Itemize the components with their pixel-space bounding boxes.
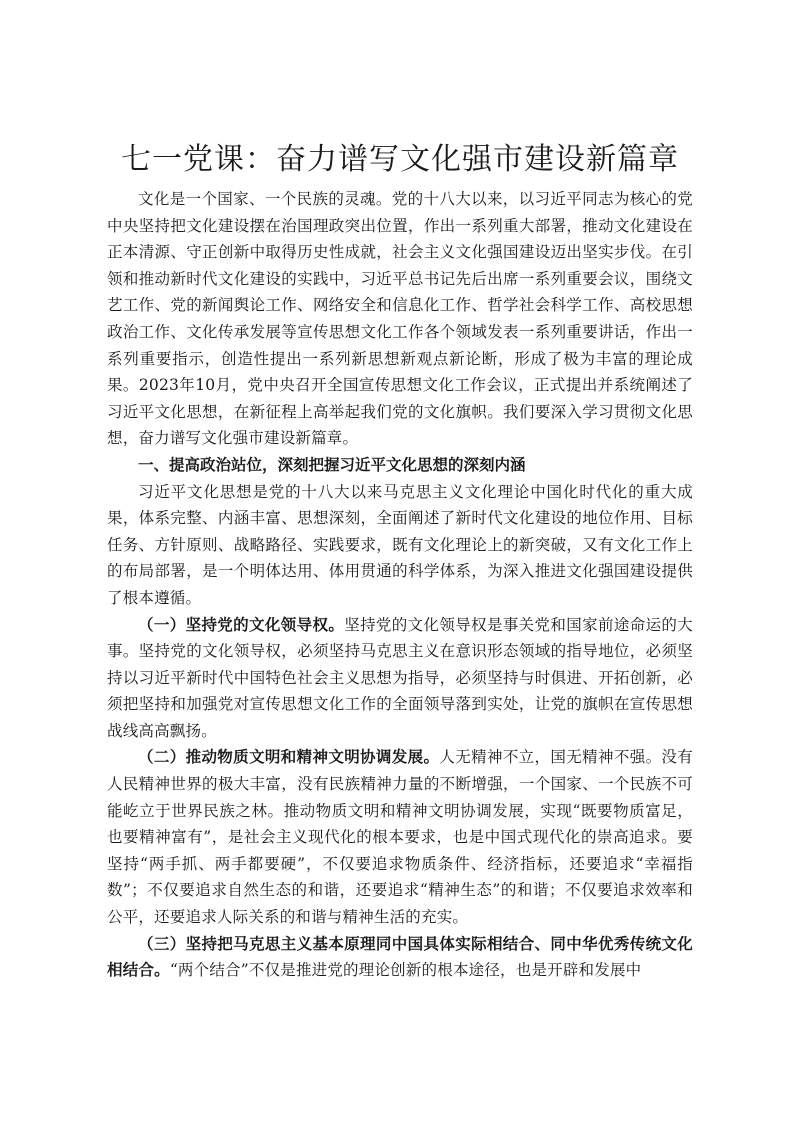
point-text-3: “两个结合”不仅是推进党的理论创新的根本途径，也是开辟和发展中 [169, 961, 642, 980]
intro-paragraph: 文化是一个国家、一个民族的灵魂。党的十八大以来，以习近平同志为核心的党中央坚持把文化建设摆在治国理政突出位置，作出一系列重大部署，推动文化建设在正本清源、守正创新中取得历史性成就，社会主义文化强国建设迈出坚实步伐。在引领和推动新时代文化建设的实践中，习近平总书记先后出席一系列重要会议，围绕文艺工作、党的新闻舆论工作、网络安全和信息化工作、哲学社会科学工作、高校思想政治工作、文化传承发展等宣传思想文化工作各个领域发表一系列重要讲话，作出一系列重要指示，创造性提出一系列新思想新观点新论断，形成了极为丰富的理论成果。2023年10月，党中央召开全国宣传思想文化工作会议，正式提出并系统阐述了习近平文化思想，在新征程上高举起我们党的文化旗帜。我们要深入学习贯彻文化思想，奋力谱写文化强市建设新篇章。 [107, 190, 693, 448]
section-heading-1: 一、提高政治站位，深刻把握习近平文化思想的深刻内涵 [138, 455, 526, 474]
point-text-1: 坚持党的文化领导权是事关党和国家前途命运的大事。坚持党的文化领导权，必须坚持马克思主义在意识形态领域的指导地位，必须坚持以习近平新时代中国特色社会主义思想为指导，必须坚持与时俱进、开拓创新，必须把坚持和加强党对宣传思想文化工作的全面领导落到实处，让党的旗帜在宣传思想战线高高飘扬。 [107, 615, 693, 740]
point-lead-2: （二）推动物质文明和精神文明协调发展。 [138, 748, 440, 767]
point-paragraph-3 [107, 931, 693, 984]
point-lead-3: （三）坚持把马克思主义基本原理同中国具体实际相结合、同中华优秀传统文化相结合。 [107, 934, 693, 980]
document-page [107, 140, 693, 984]
section-body-1: 习近平文化思想是党的十八大以来马克思主义文化理论中国化时代化的重大成果，体系完整、内涵丰富、思想深刻，全面阐述了新时代文化建设的地位作用、目标任务、方针原则、战略路径、实践要求，既有文化理论上的新突破，又有文化工作上的布局部署，是一个明体达用、体用贯通的科学体系，为深入推进文化强国建设提供了根本遵循。 [107, 482, 693, 607]
point-text-2: 人无精神不立，国无精神不强。没有人民精神世界的极大丰富，没有民族精神力量的不断增强，一个国家、一个民族不可能屹立于世界民族之林。推动物质文明和精神文明协调发展，实现“既要物质富足，也要精神富有”，是社会主义现代化的根本要求，也是中国式现代化的崇高追求。要坚持“两手抓、两手都要硬”，不仅要追求物质条件、经济指标，还要追求“幸福指数”；不仅要追求自然生态的和谐，还要追求“精神生态”的和谐；不仅要追求效率和公平，还要追求人际关系的和谐与精神生活的充实。 [107, 748, 693, 927]
point-paragraph-1 [107, 612, 693, 745]
point-paragraph-2 [107, 744, 693, 930]
document-title: 七一党课：奋力谱写文化强市建设新篇章 [121, 142, 679, 177]
point-lead-1: （一）坚持党的文化领导权。 [138, 615, 345, 634]
